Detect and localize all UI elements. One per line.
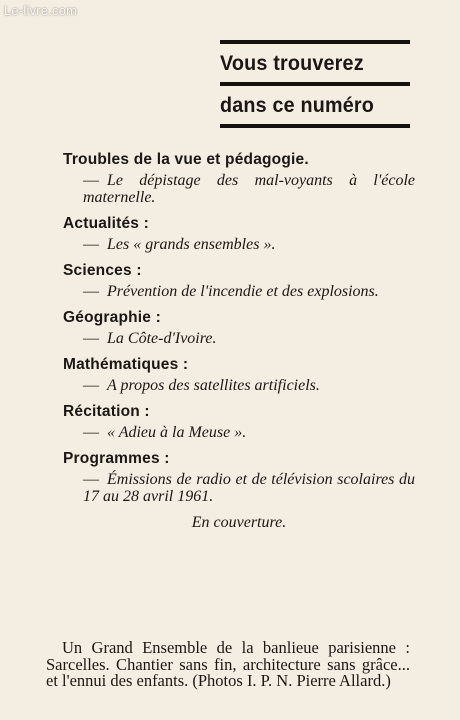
entry-text: A propos des satellites artificiels. bbox=[107, 377, 320, 394]
entry-dash: — bbox=[83, 283, 99, 300]
section-entry bbox=[63, 330, 415, 347]
section-entry bbox=[63, 283, 415, 300]
section-heading: Mathématiques : bbox=[63, 356, 189, 373]
entry-dash: — bbox=[83, 424, 99, 441]
section-heading: Récitation : bbox=[63, 403, 150, 420]
section-entry bbox=[63, 471, 415, 505]
site-watermark: Le-livre.com bbox=[4, 3, 78, 18]
section-mathematiques bbox=[63, 355, 415, 394]
entry-text: « Adieu à la Meuse ». bbox=[107, 424, 247, 441]
entry-text: Prévention de l'incendie et des explosions. bbox=[107, 283, 379, 300]
section-heading: Actualités : bbox=[63, 215, 149, 232]
section-heading: Programmes : bbox=[63, 450, 170, 467]
cover-heading: En couverture. bbox=[191, 514, 287, 531]
entry-dash: — bbox=[83, 172, 99, 189]
section-recitation bbox=[63, 402, 415, 441]
section-entry bbox=[63, 236, 415, 253]
section-entry bbox=[63, 424, 415, 441]
section-programmes bbox=[63, 449, 415, 505]
title-line-2: dans ce numéro bbox=[220, 94, 375, 117]
section-geographie bbox=[63, 308, 415, 347]
section-heading: Sciences : bbox=[63, 262, 142, 279]
entry-dash: — bbox=[83, 471, 99, 488]
entry-text: Émissions de radio et de télévision scolaires du 17 au 28 avril 1961. bbox=[83, 471, 415, 505]
section-troubles-vue bbox=[63, 150, 415, 206]
section-sciences bbox=[63, 261, 415, 300]
section-entry bbox=[63, 172, 415, 206]
cover-caption: Un Grand Ensemble de la banlieue parisienne : Sarcelles. Chantier sans fin, architecture sans grâce... et l'ennui des enfants. (Photos I. P. N. Pierre Allard.) bbox=[46, 638, 410, 690]
entry-text: Le dépistage des mal-voyants à l'école maternelle. bbox=[83, 172, 415, 206]
entry-text: Les « grands ensembles ». bbox=[107, 236, 276, 253]
title-rule-bottom bbox=[220, 124, 410, 128]
section-entry bbox=[63, 377, 415, 394]
title-box bbox=[220, 40, 410, 128]
entry-dash: — bbox=[83, 377, 99, 394]
entry-text: La Côte-d'Ivoire. bbox=[107, 330, 217, 347]
section-heading: Géographie : bbox=[63, 309, 161, 326]
entry-dash: — bbox=[83, 236, 99, 253]
entry-dash: — bbox=[83, 330, 99, 347]
section-actualites bbox=[63, 214, 415, 253]
section-heading: Troubles de la vue et pédagogie. bbox=[63, 151, 309, 168]
contents-list bbox=[63, 150, 415, 533]
title-line-1: Vous trouverez bbox=[220, 52, 364, 75]
